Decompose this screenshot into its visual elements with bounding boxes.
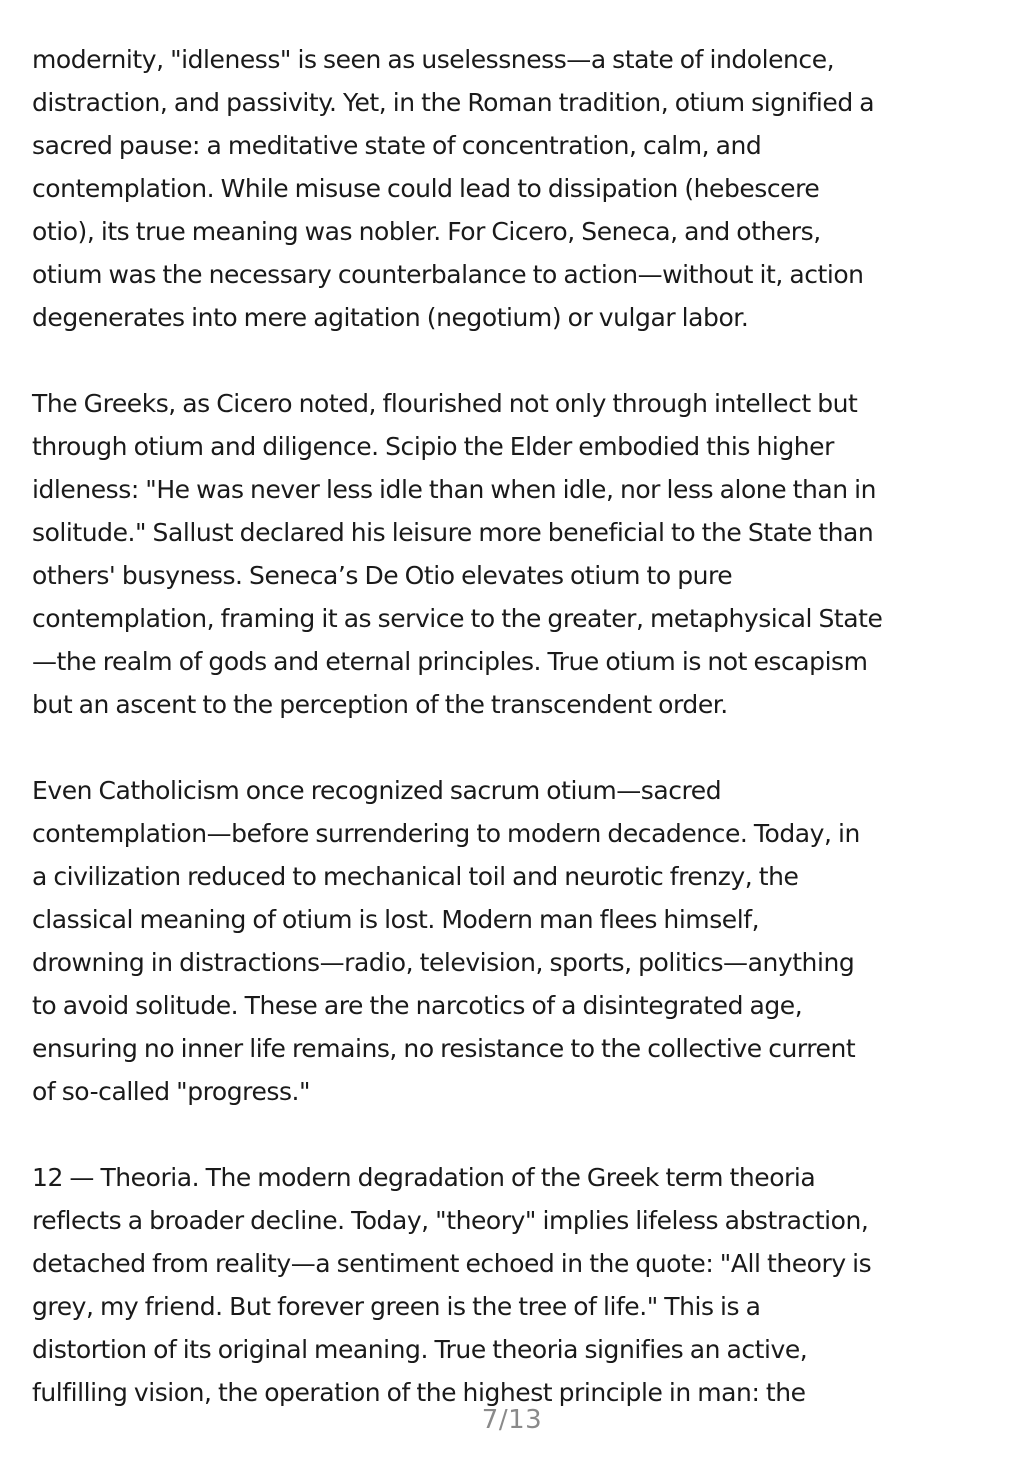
text-line: contemplation—before surrendering to modern decadence. Today, in	[32, 819, 860, 848]
text-line: classical meaning of otium is lost. Modern man flees himself,	[32, 905, 760, 934]
text-line: to avoid solitude. These are the narcotics of a disintegrated age,	[32, 991, 803, 1020]
text-line: contemplation, framing it as service to the greater, metaphysical State	[32, 604, 883, 633]
paragraph	[32, 38, 998, 339]
text-line: of so-called "progress."	[32, 1077, 311, 1106]
text-line: otio), its true meaning was nobler. For Cicero, Seneca, and others,	[32, 217, 821, 246]
text-line: 12 — Theoria. The modern degradation of the Greek term theoria	[32, 1163, 816, 1192]
text-line: distortion of its original meaning. True theoria signifies an active,	[32, 1335, 808, 1364]
text-line: degenerates into mere agitation (negotium) or vulgar labor.	[32, 303, 749, 332]
text-line: ensuring no inner life remains, no resistance to the collective current	[32, 1034, 856, 1063]
text-line: reflects a broader decline. Today, "theory" implies lifeless abstraction,	[32, 1206, 869, 1235]
text-line: distraction, and passivity. Yet, in the Roman tradition, otium signified a	[32, 88, 875, 117]
text-line: contemplation. While misuse could lead to dissipation (hebescere	[32, 174, 820, 203]
paragraph	[32, 769, 998, 1113]
text-line: others' busyness. Seneca’s De Otio elevates otium to pure	[32, 561, 733, 590]
text-line: Even Catholicism once recognized sacrum otium—sacred	[32, 776, 722, 805]
text-line: modernity, "idleness" is seen as uselessness—a state of indolence,	[32, 45, 835, 74]
text-line: a civilization reduced to mechanical toil and neurotic frenzy, the	[32, 862, 799, 891]
text-line: —the realm of gods and eternal principles. True otium is not escapism	[32, 647, 868, 676]
text-line: grey, my friend. But forever green is the tree of life." This is a	[32, 1292, 761, 1321]
text-line: through otium and diligence. Scipio the Elder embodied this higher	[32, 432, 834, 461]
text-line: sacred pause: a meditative state of concentration, calm, and	[32, 131, 762, 160]
text-line: but an ascent to the perception of the transcendent order.	[32, 690, 728, 719]
paragraph	[32, 1156, 998, 1414]
text-line: idleness: "He was never less idle than when idle, nor less alone than in	[32, 475, 877, 504]
text-line: otium was the necessary counterbalance to action—without it, action	[32, 260, 864, 289]
text-line: drowning in distractions—radio, television, sports, politics—anything	[32, 948, 855, 977]
paragraph	[32, 382, 998, 726]
reader-content[interactable]	[32, 38, 998, 1457]
text-line: solitude." Sallust declared his leisure more beneficial to the State than	[32, 518, 874, 547]
text-line: detached from reality—a sentiment echoed in the quote: "All theory is	[32, 1249, 872, 1278]
page-indicator: 7/13	[481, 1405, 543, 1435]
text-line: fulfilling vision, the operation of the highest principle in man: the	[32, 1378, 806, 1407]
text-line: The Greeks, as Cicero noted, flourished not only through intellect but	[32, 389, 858, 418]
